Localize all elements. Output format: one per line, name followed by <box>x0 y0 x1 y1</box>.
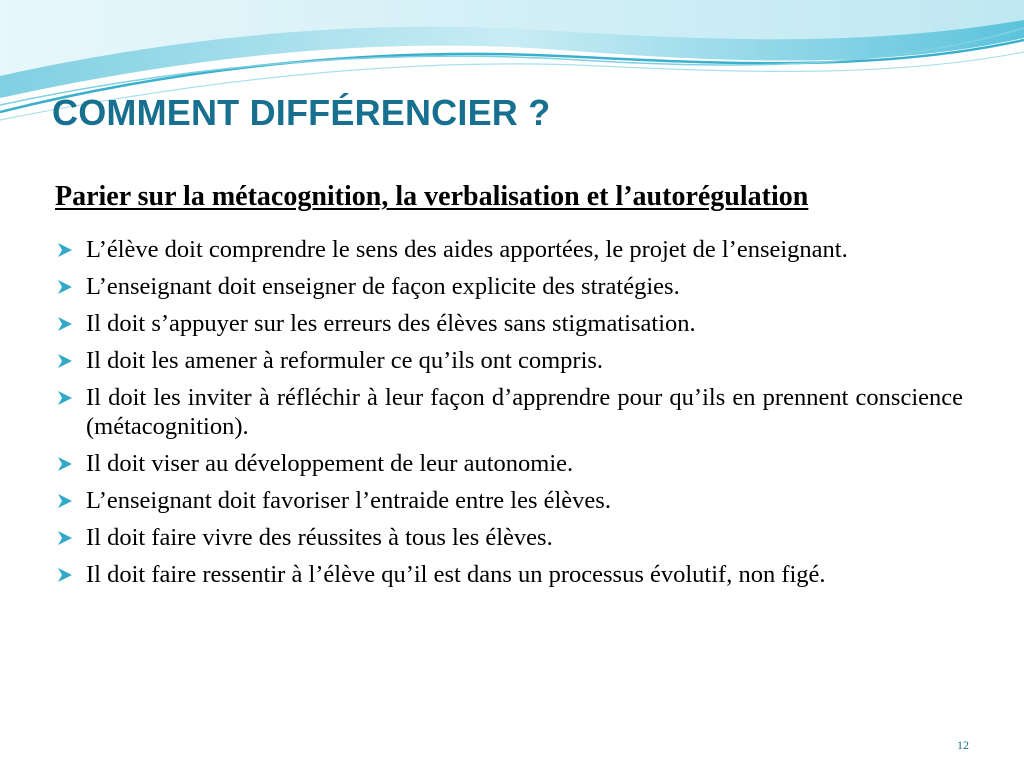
bullet-text: Il doit les inviter à réfléchir à leur façon d’apprendre pour qu’ils en prennent conscience (métacognition). <box>86 384 963 440</box>
bullet-item <box>55 449 963 478</box>
chevron-arrow-icon <box>56 567 74 583</box>
bullet-text: L’enseignant doit favoriser l’entraide entre les élèves. <box>86 487 611 514</box>
bullet-text: Il doit s’appuyer sur les erreurs des élèves sans stigmatisation. <box>86 310 696 337</box>
bullet-text: L’enseignant doit enseigner de façon explicite des stratégies. <box>86 273 680 300</box>
slide-title: COMMENT DIFFÉRENCIER ? <box>52 92 551 133</box>
bullet-text: Il doit les amener à reformuler ce qu’ils ont compris. <box>86 347 604 374</box>
bullet-item <box>55 235 963 264</box>
bullet-list <box>55 235 963 589</box>
chevron-arrow-icon <box>56 493 74 509</box>
chevron-arrow-icon <box>56 316 74 332</box>
chevron-arrow-icon <box>56 530 74 546</box>
bullet-item <box>55 346 963 375</box>
bullet-item <box>55 523 963 552</box>
bullet-item <box>55 272 963 301</box>
chevron-arrow-icon <box>56 390 74 406</box>
page-number: 12 <box>957 738 969 752</box>
chevron-arrow-icon <box>56 242 74 258</box>
slide-content <box>55 181 963 597</box>
bullet-item <box>55 560 963 589</box>
bullet-item <box>55 486 963 515</box>
slide-subtitle: Parier sur la métacognition, la verbalisation et l’autorégulation <box>55 181 809 212</box>
chevron-arrow-icon <box>56 279 74 295</box>
bullet-text: L’élève doit comprendre le sens des aides apportées, le projet de l’enseignant. <box>86 236 848 263</box>
bullet-item <box>55 383 963 441</box>
chevron-arrow-icon <box>56 456 74 472</box>
bullet-item <box>55 309 963 338</box>
chevron-arrow-icon <box>56 353 74 369</box>
bullet-text: Il doit faire ressentir à l’élève qu’il est dans un processus évolutif, non figé. <box>86 561 826 588</box>
bullet-text: Il doit viser au développement de leur autonomie. <box>86 450 574 477</box>
bullet-text: Il doit faire vivre des réussites à tous les élèves. <box>86 524 553 551</box>
